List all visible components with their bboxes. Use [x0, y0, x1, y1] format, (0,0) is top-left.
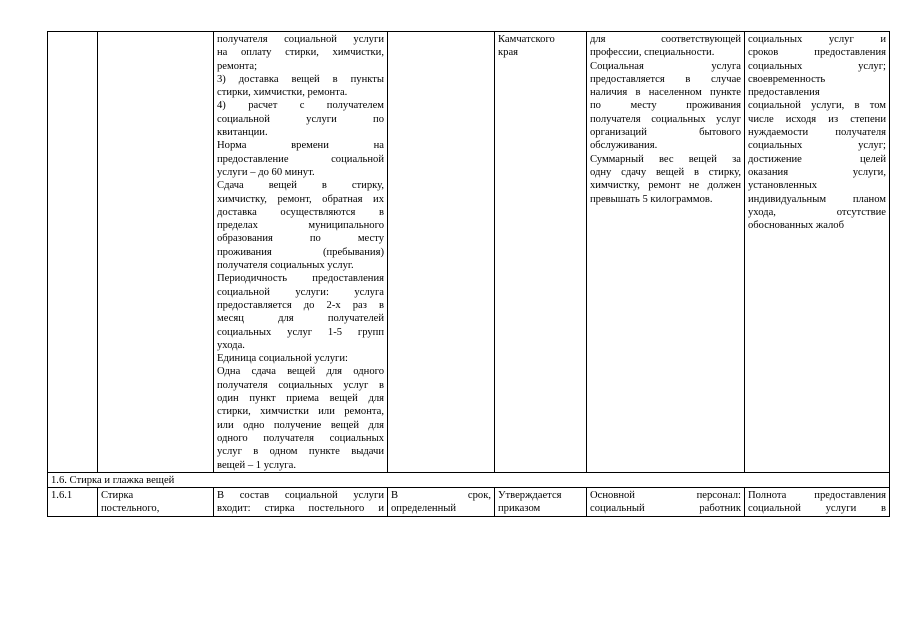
cell-approval — [495, 488, 587, 517]
cell-service-term — [388, 488, 495, 517]
cell-text-line: превышать 5 килограммов. — [590, 193, 713, 205]
services-table — [47, 31, 890, 517]
cell-text-line: один пункт приема вещей для — [217, 393, 384, 405]
cell-text-line: социальной услуги: услуга — [217, 286, 384, 298]
section-row — [48, 472, 890, 487]
cell-text-line: В срок, — [391, 490, 491, 502]
cell-text-line: 3) доставка вещей в пункты — [217, 73, 384, 85]
cell-text-line: ухода. — [217, 339, 245, 351]
cell-text-line: Утверждается — [498, 490, 562, 502]
cell-text-line: стирки, химчистки, ремонта. — [217, 87, 348, 99]
cell-text-line: наличия в населенном пункте — [590, 87, 741, 99]
cell-text-line: или одно получение вещей для — [217, 419, 384, 431]
cell-conditions — [587, 488, 745, 517]
cell-text-line: одну сдачу вещей в стирку, — [590, 166, 741, 178]
cell-text-line: Периодичность предоставления — [217, 273, 384, 285]
cell-text-line: услуг в одном пункте выдачи — [217, 446, 384, 458]
cell-text-line: профессии, специальности. — [590, 47, 715, 59]
cell-text-line: на оплату стирки, химчистки, — [217, 47, 384, 59]
cell-text-line: Полнота предоставления — [748, 490, 886, 502]
cell-service-term — [388, 32, 495, 473]
cell-text-line: социальных услуг; — [748, 140, 886, 152]
cell-text-line: Одна сдача вещей для одного — [217, 366, 384, 378]
cell-text-line: обоснованных жалоб — [748, 220, 844, 232]
cell-text-line: социальных услуг; — [748, 60, 886, 72]
cell-service-name — [98, 32, 214, 473]
cell-text-line: Основной персонал: — [590, 490, 741, 502]
cell-text-line: предоставляется до 2-х раз в — [217, 299, 384, 311]
cell-text-line: оказания услуги, — [748, 166, 886, 178]
cell-text-line: достижение целей — [748, 153, 886, 165]
cell-approval — [495, 32, 587, 473]
cell-text-line: получателя социальной услуги — [217, 34, 384, 45]
cell-text-line: нуждаемости получателя — [748, 127, 886, 139]
cell-text-line: Социальная услуга — [590, 60, 741, 72]
cell-text-line: получателя социальных услуг. — [217, 260, 354, 272]
cell-text-line: месяц для получателей — [217, 313, 384, 325]
cell-text-line: одного получателя социальных — [217, 432, 384, 444]
table-row-continued — [48, 32, 890, 473]
cell-text-line: для соответствующей — [590, 34, 741, 45]
cell-text-line: химчистку, ремонт, обратная их — [217, 193, 384, 205]
cell-text-line: предоставление социальной — [217, 153, 384, 165]
cell-text-line: организаций бытового — [590, 127, 741, 139]
cell-text-line: обслуживания. — [590, 140, 658, 152]
cell-conditions — [587, 32, 745, 473]
cell-text-line: Суммарный вес вещей за — [590, 153, 741, 165]
cell-text-line: социальной услуги, в том — [748, 100, 886, 112]
cell-text-line: получателя социальных услуг — [590, 113, 741, 125]
cell-text-line: 4) расчет с получателем — [217, 100, 384, 112]
cell-text-line: сроков предоставления — [748, 47, 886, 59]
cell-text-line: образования по месту — [217, 233, 384, 245]
cell-text-line: индивидуальным планом — [748, 193, 886, 205]
cell-text-line: входит: стирка постельного и — [217, 503, 384, 515]
cell-text-line: социальный работник — [590, 503, 741, 515]
cell-text-line: химчистку, ремонт не должен — [590, 180, 741, 192]
cell-text-line: Сдача вещей в стирку, — [217, 180, 384, 192]
cell-service-name — [98, 488, 214, 517]
cell-text-line: числе исходя из степени — [748, 113, 886, 125]
cell-text-line: Единица социальной услуги: — [217, 353, 348, 365]
cell-text-line: ухода, отсутствие — [748, 206, 886, 218]
cell-text-line: определенный — [391, 503, 457, 515]
cell-text-line: Норма времени на — [217, 140, 384, 152]
cell-text-line: стирки, химчистки или ремонта, — [217, 406, 384, 418]
cell-text-line: установленных — [748, 180, 818, 192]
cell-text-line: предоставления — [748, 87, 820, 99]
cell-text-line: услуги – до 60 минут. — [217, 166, 315, 178]
cell-text-line: пределах муниципального — [217, 220, 384, 232]
cell-number: 1.6.1 — [48, 488, 98, 517]
section-title: 1.6. Стирка и глажка вещей — [48, 472, 890, 487]
cell-text-line: по месту проживания — [590, 100, 741, 112]
cell-quality-indicators — [745, 32, 890, 473]
cell-text-line: приказом — [498, 503, 541, 515]
cell-text-line: квитанции. — [217, 127, 268, 139]
cell-text-line: ремонта; — [217, 60, 258, 72]
cell-service-content — [214, 488, 388, 517]
cell-text-line: социальных услуг 1-5 групп — [217, 326, 384, 338]
cell-text-line: предоставляется в случае — [590, 73, 741, 85]
cell-service-content — [214, 32, 388, 473]
cell-text-line: социальной услуги по — [217, 113, 384, 125]
cell-text-line: получателя социальных услуг в — [217, 379, 384, 391]
table-row — [48, 488, 890, 517]
cell-text-line: проживания (пребывания) — [217, 246, 384, 258]
cell-text-line: социальной услуги в — [748, 503, 886, 515]
cell-text-line: В состав социальной услуги — [217, 490, 384, 502]
cell-text-line: Стирка — [101, 490, 134, 502]
cell-text-line: Камчатского — [498, 34, 555, 45]
cell-text-line: доставка осуществляются в — [217, 206, 384, 218]
cell-text-line: социальных услуг и — [748, 34, 886, 45]
cell-quality-indicators — [745, 488, 890, 517]
cell-text-line: края — [498, 47, 519, 59]
cell-text-line: вещей – 1 услуга. — [217, 459, 296, 471]
cell-text-line: постельного, — [101, 503, 160, 515]
cell-number — [48, 32, 98, 473]
cell-text-line: своевременность — [748, 73, 826, 85]
